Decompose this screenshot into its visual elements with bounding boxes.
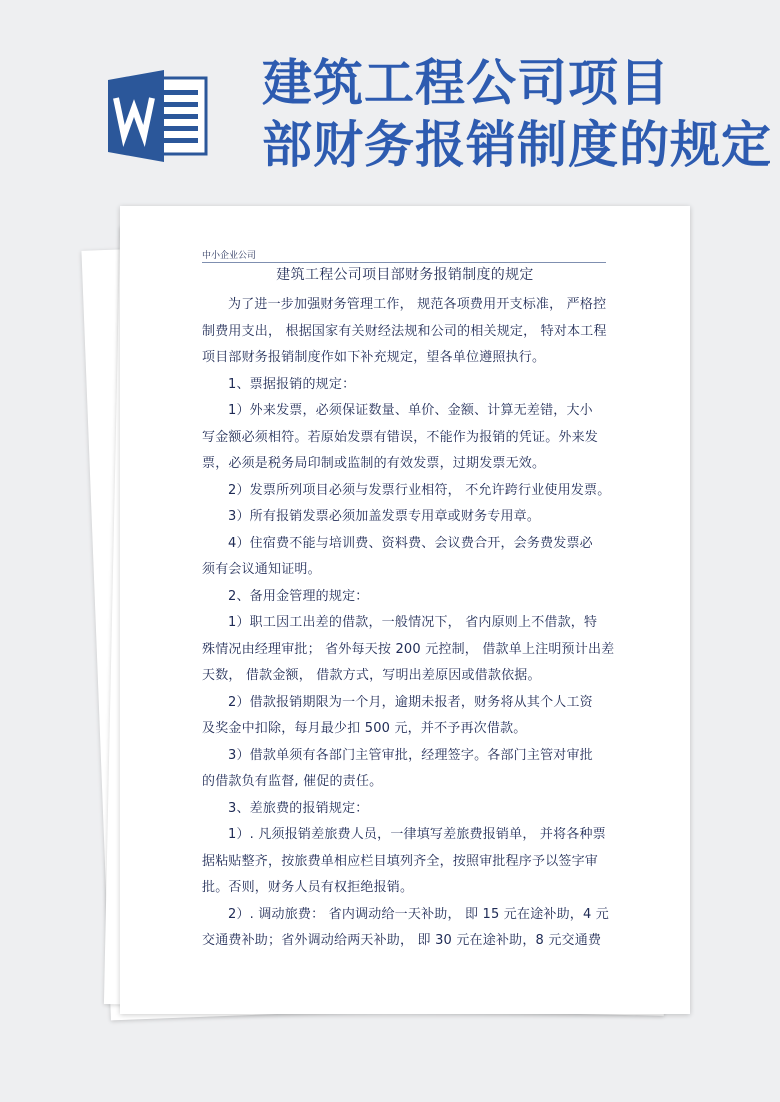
paragraph bbox=[202, 690, 614, 743]
paragraph bbox=[202, 292, 614, 372]
paragraph bbox=[202, 610, 614, 690]
paragraph-line: 2、备用金管理的规定： bbox=[228, 588, 369, 604]
paragraph-line: 1）职工因工出差的借款，一般情况下， 省内原则上不借款，特 bbox=[228, 615, 598, 630]
paragraph-line: 票，必须是税务局印制或监制的有效发票，过期发票无效。 bbox=[202, 456, 546, 471]
paragraph-line: 2）发票所列项目必须与发票行业相符， 不允许跨行业使用发票。 bbox=[228, 482, 611, 498]
paragraph-line: 2）借款报销期限为一个月，逾期未报者，财务将从其个人工资 bbox=[228, 694, 593, 710]
paragraph-line: 批。否则，财务人员有权拒绝报销。 bbox=[202, 880, 414, 895]
page-header: 中小企业公司 bbox=[202, 248, 606, 263]
paragraph-line: 1、票据报销的规定： bbox=[228, 376, 356, 392]
paragraph-line: 3）借款单须有各部门主管审批，经理签字。各部门主管对审批 bbox=[228, 747, 593, 763]
paragraph bbox=[202, 822, 614, 902]
paragraph bbox=[202, 796, 614, 823]
paragraph-line: 1）. 凡须报销差旅费人员，一律填写差旅费报销单， 并将各种票 bbox=[228, 827, 606, 842]
paragraph bbox=[202, 743, 614, 796]
document-page bbox=[120, 206, 690, 1014]
paragraph-line: 及奖金中扣除，每月最少扣 500 元，并不予再次借款。 bbox=[202, 721, 527, 736]
paragraph-line: 殊情况由经理审批； 省外每天按 200 元控制， 借款单上注明预计出差 bbox=[202, 641, 615, 657]
paragraph bbox=[202, 531, 614, 584]
paragraph-line: 交通费补助；省外调动给两天补助， 即 30 元在途补助，8 元交通费 bbox=[202, 933, 602, 948]
paragraph bbox=[202, 504, 614, 531]
paragraph bbox=[202, 398, 614, 478]
banner-title-line-2: 部财务报销制度的规定 bbox=[262, 116, 772, 174]
paragraph bbox=[202, 478, 614, 505]
paragraph-line: 4）住宿费不能与培训费、资料费、会议费合开，会务费发票必 bbox=[228, 535, 593, 551]
paragraph-line: 写金额必须相符。若原始发票有错误，不能作为报销的凭证。外来发 bbox=[202, 429, 599, 445]
banner-title-line-1: 建筑工程公司项目 bbox=[262, 54, 670, 112]
paragraph bbox=[202, 902, 614, 955]
banner-title bbox=[262, 52, 772, 176]
paragraph-line: 3、差旅费的报销规定： bbox=[228, 800, 369, 816]
paragraph-line: 2）. 调动旅费： 省内调动给一天补助， 即 15 元在途补助，4 元 bbox=[228, 906, 610, 922]
paragraph-line: 为了进一步加强财务管理工作， 规范各项费用开支标准， 严格控 bbox=[228, 297, 607, 312]
paragraph-line: 1）外来发票，必须保证数量、单价、金额、计算无差错，大小 bbox=[228, 403, 593, 418]
paragraph-line: 项目部财务报销制度作如下补充规定，望各单位遵照执行。 bbox=[202, 350, 546, 365]
document-body bbox=[202, 292, 614, 955]
paragraph bbox=[202, 584, 614, 611]
paragraph-line: 天数， 借款金额， 借款方式，写明出差原因或借款依据。 bbox=[202, 668, 541, 683]
paragraph-line: 据粘贴整齐，按旅费单相应栏目填列齐全，按照审批程序予以签字审 bbox=[202, 853, 599, 869]
paragraph-line: 3）所有报销发票必须加盖发票专用章或财务专用章。 bbox=[228, 509, 541, 524]
document-title: 建筑工程公司项目部财务报销制度的规定 bbox=[276, 267, 534, 283]
word-doc-icon bbox=[108, 70, 208, 162]
paragraph-line: 须有会议通知证明。 bbox=[202, 562, 321, 577]
paragraph-line: 制费用支出， 根据国家有关财经法规和公司的相关规定， 特对本工程 bbox=[202, 323, 607, 339]
paragraph-line: 的借款负有监督, 催促的责任。 bbox=[202, 774, 383, 789]
paragraph bbox=[202, 372, 614, 399]
